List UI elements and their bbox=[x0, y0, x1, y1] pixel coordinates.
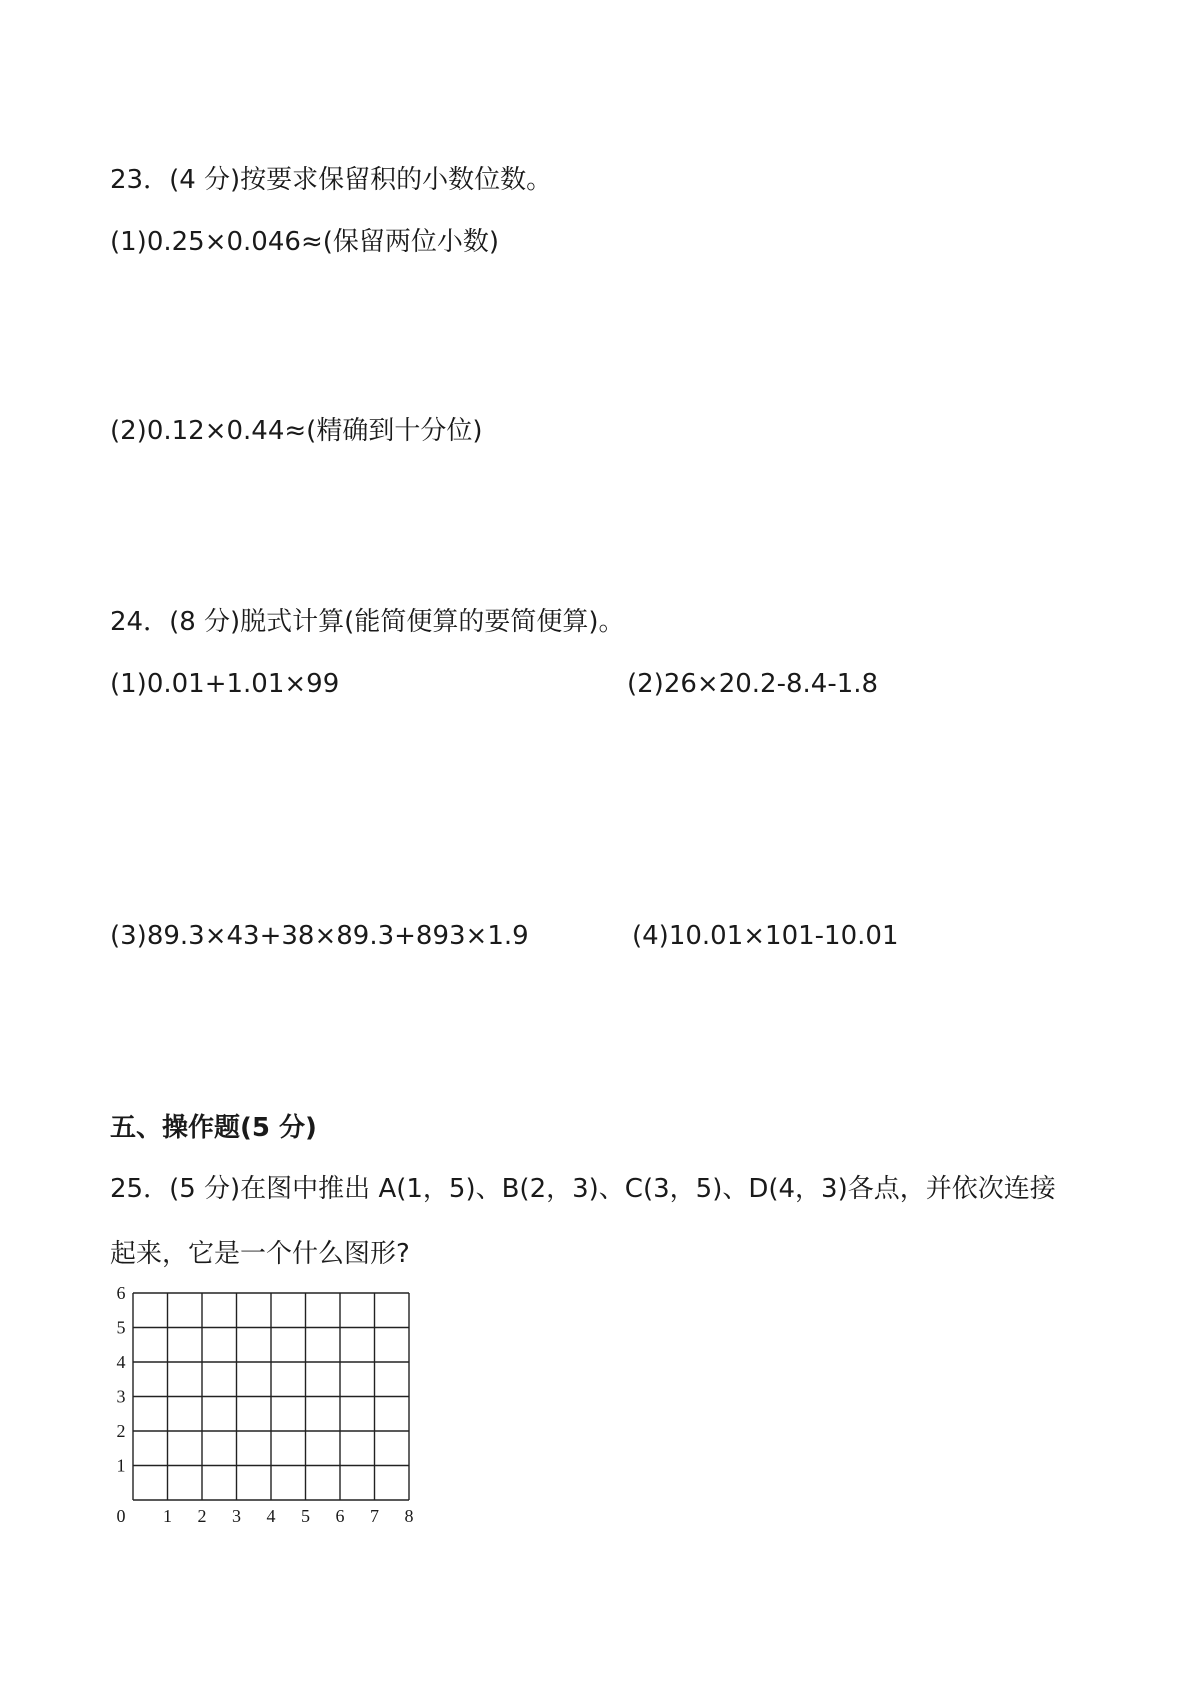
question-24-title: 24．(8 分)脱式计算(能简便算的要简便算)。 bbox=[110, 607, 625, 637]
x-tick-label: 1 bbox=[163, 1506, 172, 1526]
x-tick-label: 6 bbox=[335, 1506, 345, 1526]
x-tick-label: 3 bbox=[232, 1506, 241, 1526]
y-tick-label: 1 bbox=[116, 1455, 126, 1476]
question-24-part-1: (1)0.01+1.01×99 bbox=[110, 669, 340, 699]
grid-lines bbox=[133, 1293, 409, 1500]
question-24-part-2: (2)26×20.2-8.4-1.8 bbox=[627, 669, 879, 699]
x-tick-label: 8 bbox=[404, 1506, 414, 1526]
grid-labels bbox=[117, 1283, 414, 1526]
x-tick-label: 7 bbox=[370, 1506, 379, 1526]
section-5-heading: 五、操作题(5 分) bbox=[110, 1113, 317, 1143]
question-23-part-1: (1)0.25×0.046≈(保留两位小数) bbox=[110, 227, 500, 257]
origin-label: 0 bbox=[116, 1506, 126, 1526]
y-tick-label: 4 bbox=[116, 1352, 126, 1372]
y-tick-label: 6 bbox=[116, 1283, 126, 1303]
y-tick-label: 2 bbox=[116, 1421, 126, 1441]
coordinate-grid bbox=[100, 1270, 430, 1540]
question-25-line-2: 起来，它是一个什么图形? bbox=[110, 1239, 410, 1269]
question-23-title: 23．(4 分)按要求保留积的小数位数。 bbox=[110, 165, 553, 195]
y-tick-label: 5 bbox=[116, 1317, 126, 1338]
y-tick-label: 3 bbox=[116, 1386, 126, 1407]
question-24-part-3: (3)89.3×43+38×89.3+893×1.9 bbox=[110, 921, 529, 951]
x-tick-label: 4 bbox=[266, 1506, 276, 1526]
question-25-line-1: 25．(5 分)在图中推出 A(1，5)、B(2，3)、C(3，5)、D(4，3)各点，并依次连接 bbox=[110, 1174, 1056, 1204]
x-tick-label: 2 bbox=[197, 1506, 207, 1526]
question-24-part-4: (4)10.01×101-10.01 bbox=[632, 921, 899, 951]
x-tick-label: 5 bbox=[301, 1506, 310, 1526]
question-23-part-2: (2)0.12×0.44≈(精确到十分位) bbox=[110, 416, 483, 446]
